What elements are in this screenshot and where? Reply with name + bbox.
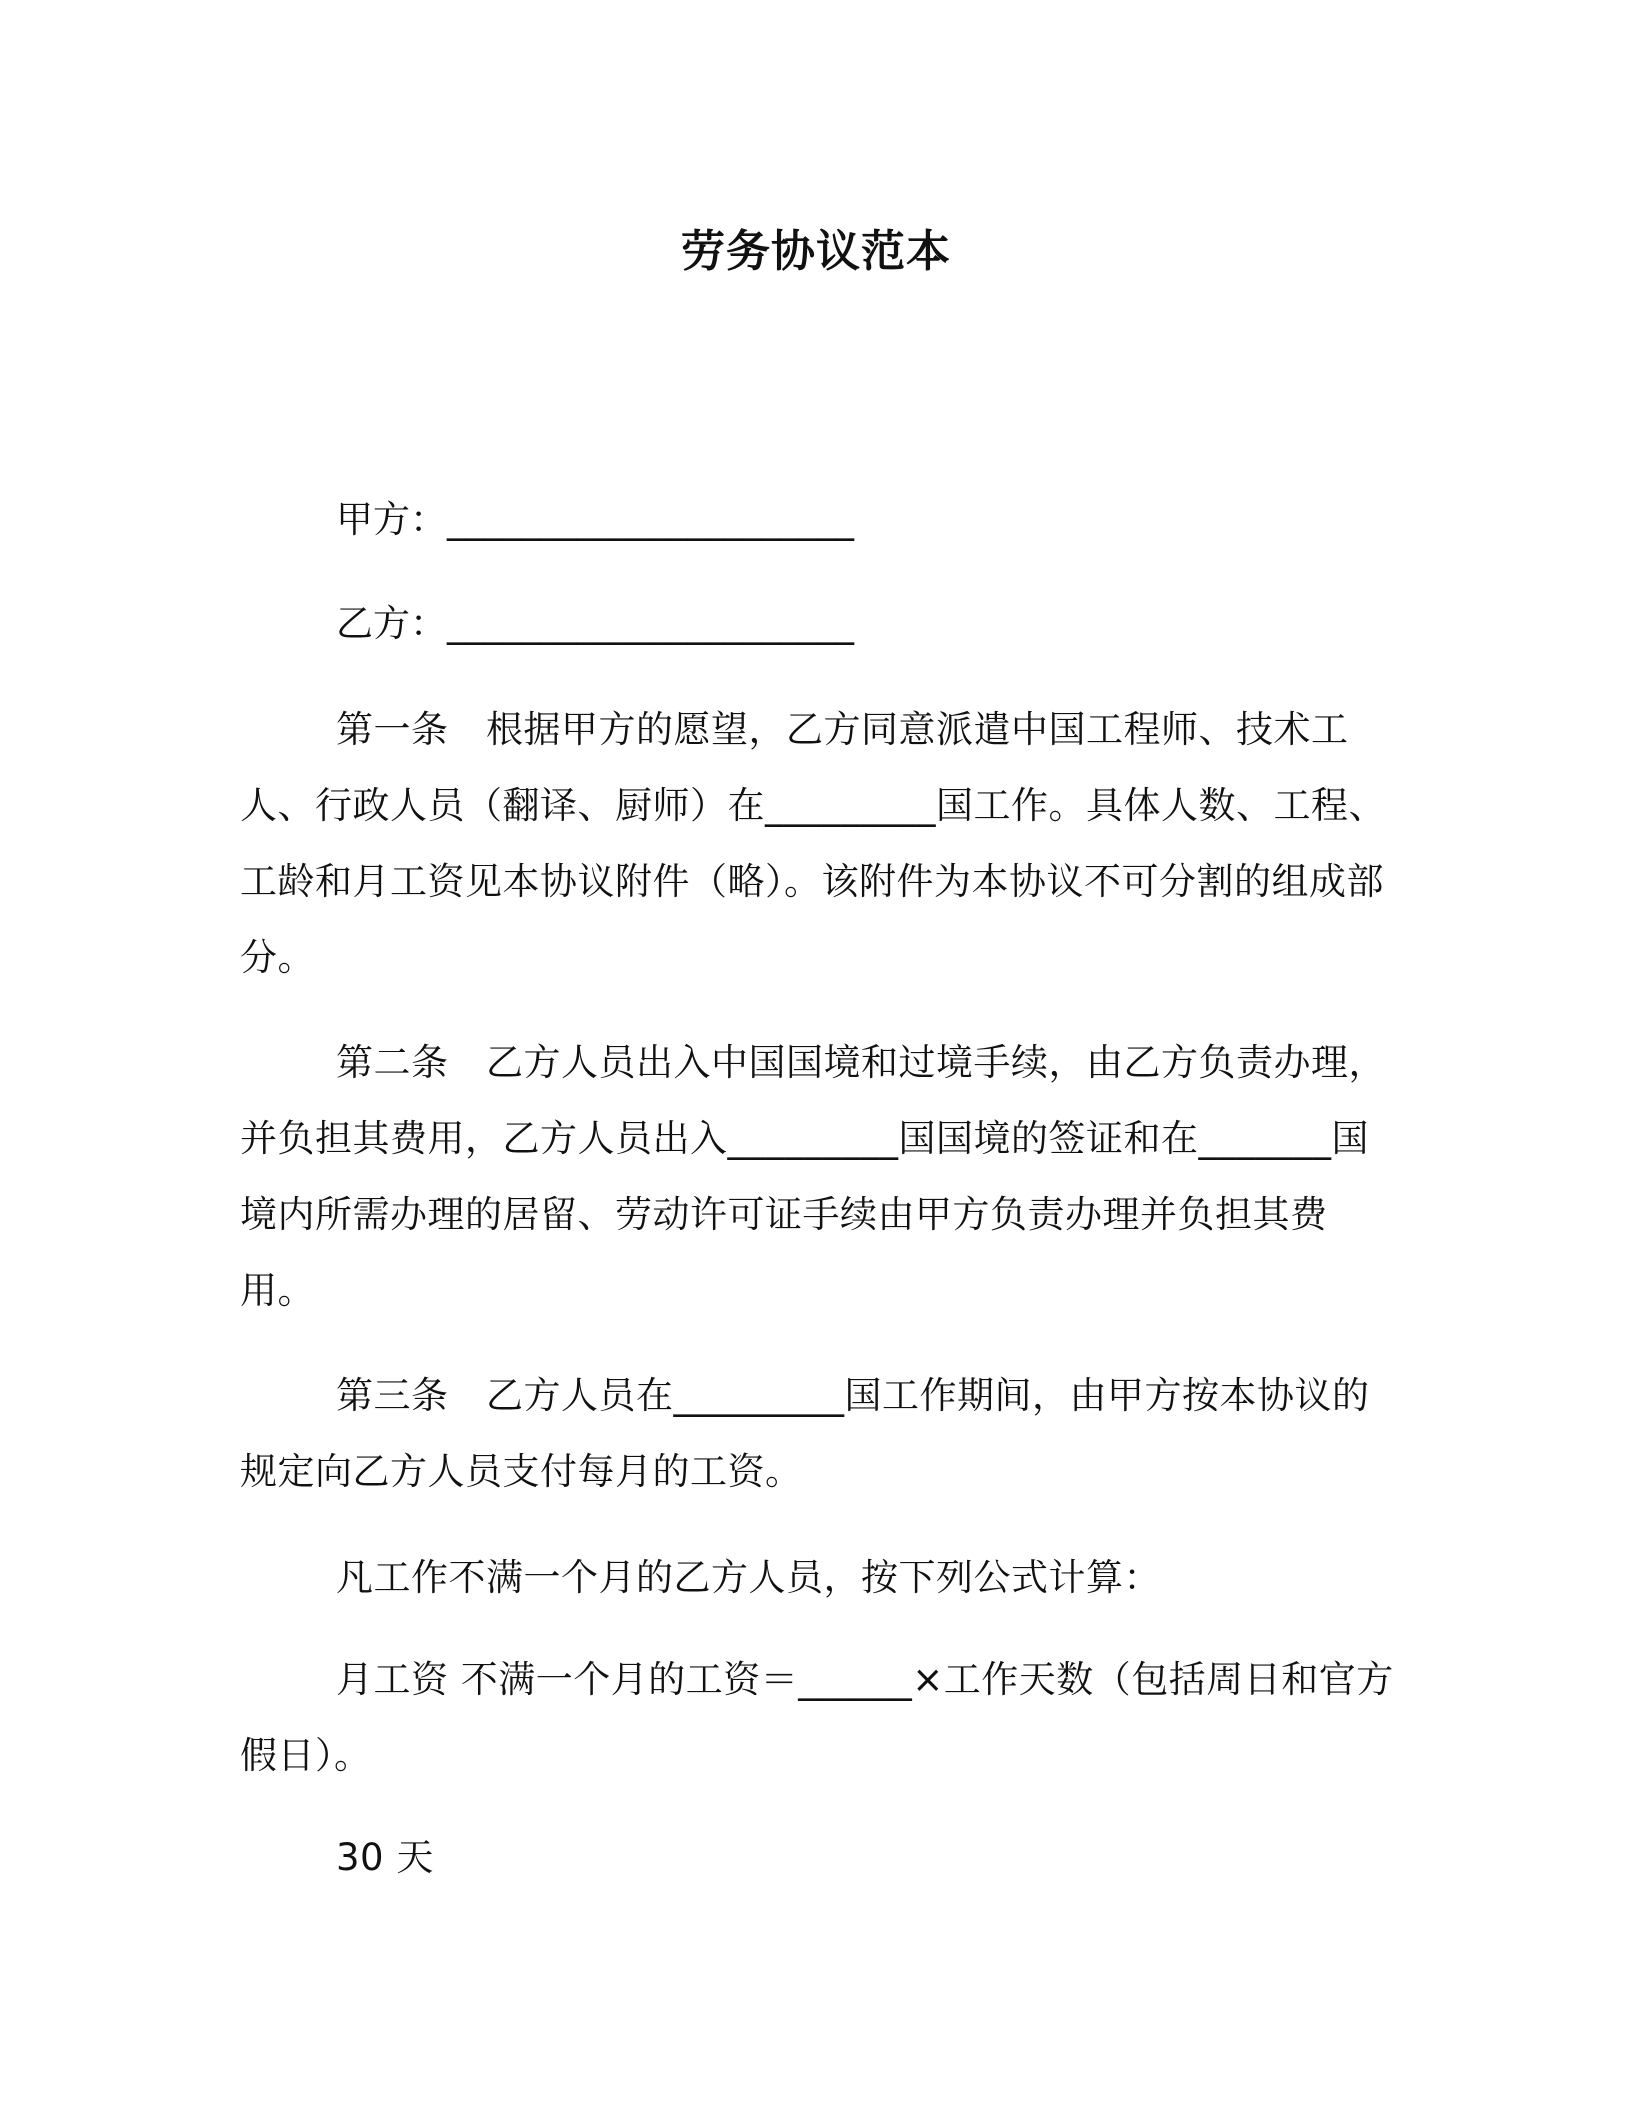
article-3-text: 第三条 乙方人员在_________国工作期间，由甲方按本协议的规定向乙方人员支付每月的工资。	[240, 1374, 1370, 1493]
article-2-text: 第二条 乙方人员出入中国国境和过境手续，由乙方负责办理，并负担其费用，乙方人员出入_________国国境的签证和在_______国境内所需办理的居留、劳动许可证手续由甲方负责办理并负担其费用。	[240, 1041, 1386, 1312]
formula-intro	[240, 1540, 1400, 1616]
formula-denominator-text: 30 天	[336, 1836, 434, 1879]
article-2	[240, 1025, 1400, 1329]
article-1	[240, 692, 1400, 996]
formula-denominator	[240, 1820, 1400, 1896]
article-3	[240, 1358, 1400, 1510]
article-1-text: 第一条 根据甲方的愿望，乙方同意派遣中国工程师、技术工人、行政人员（翻译、厨师）在_________国工作。具体人数、工程、工龄和月工资见本协议附件（略）。该附件为本协议不可分割的组成部分。	[240, 708, 1386, 979]
formula-intro-text: 凡工作不满一个月的乙方人员，按下列公式计算：	[336, 1556, 1161, 1599]
formula-text: 月工资 不满一个月的工资＝______×工作天数（包括周日和官方假日）。	[240, 1658, 1394, 1777]
party-b-line: 乙方：______________________	[336, 602, 854, 645]
party-a-line: 甲方：______________________	[336, 498, 854, 541]
document-title: 劳务协议范本	[681, 226, 951, 277]
formula	[240, 1642, 1400, 1794]
